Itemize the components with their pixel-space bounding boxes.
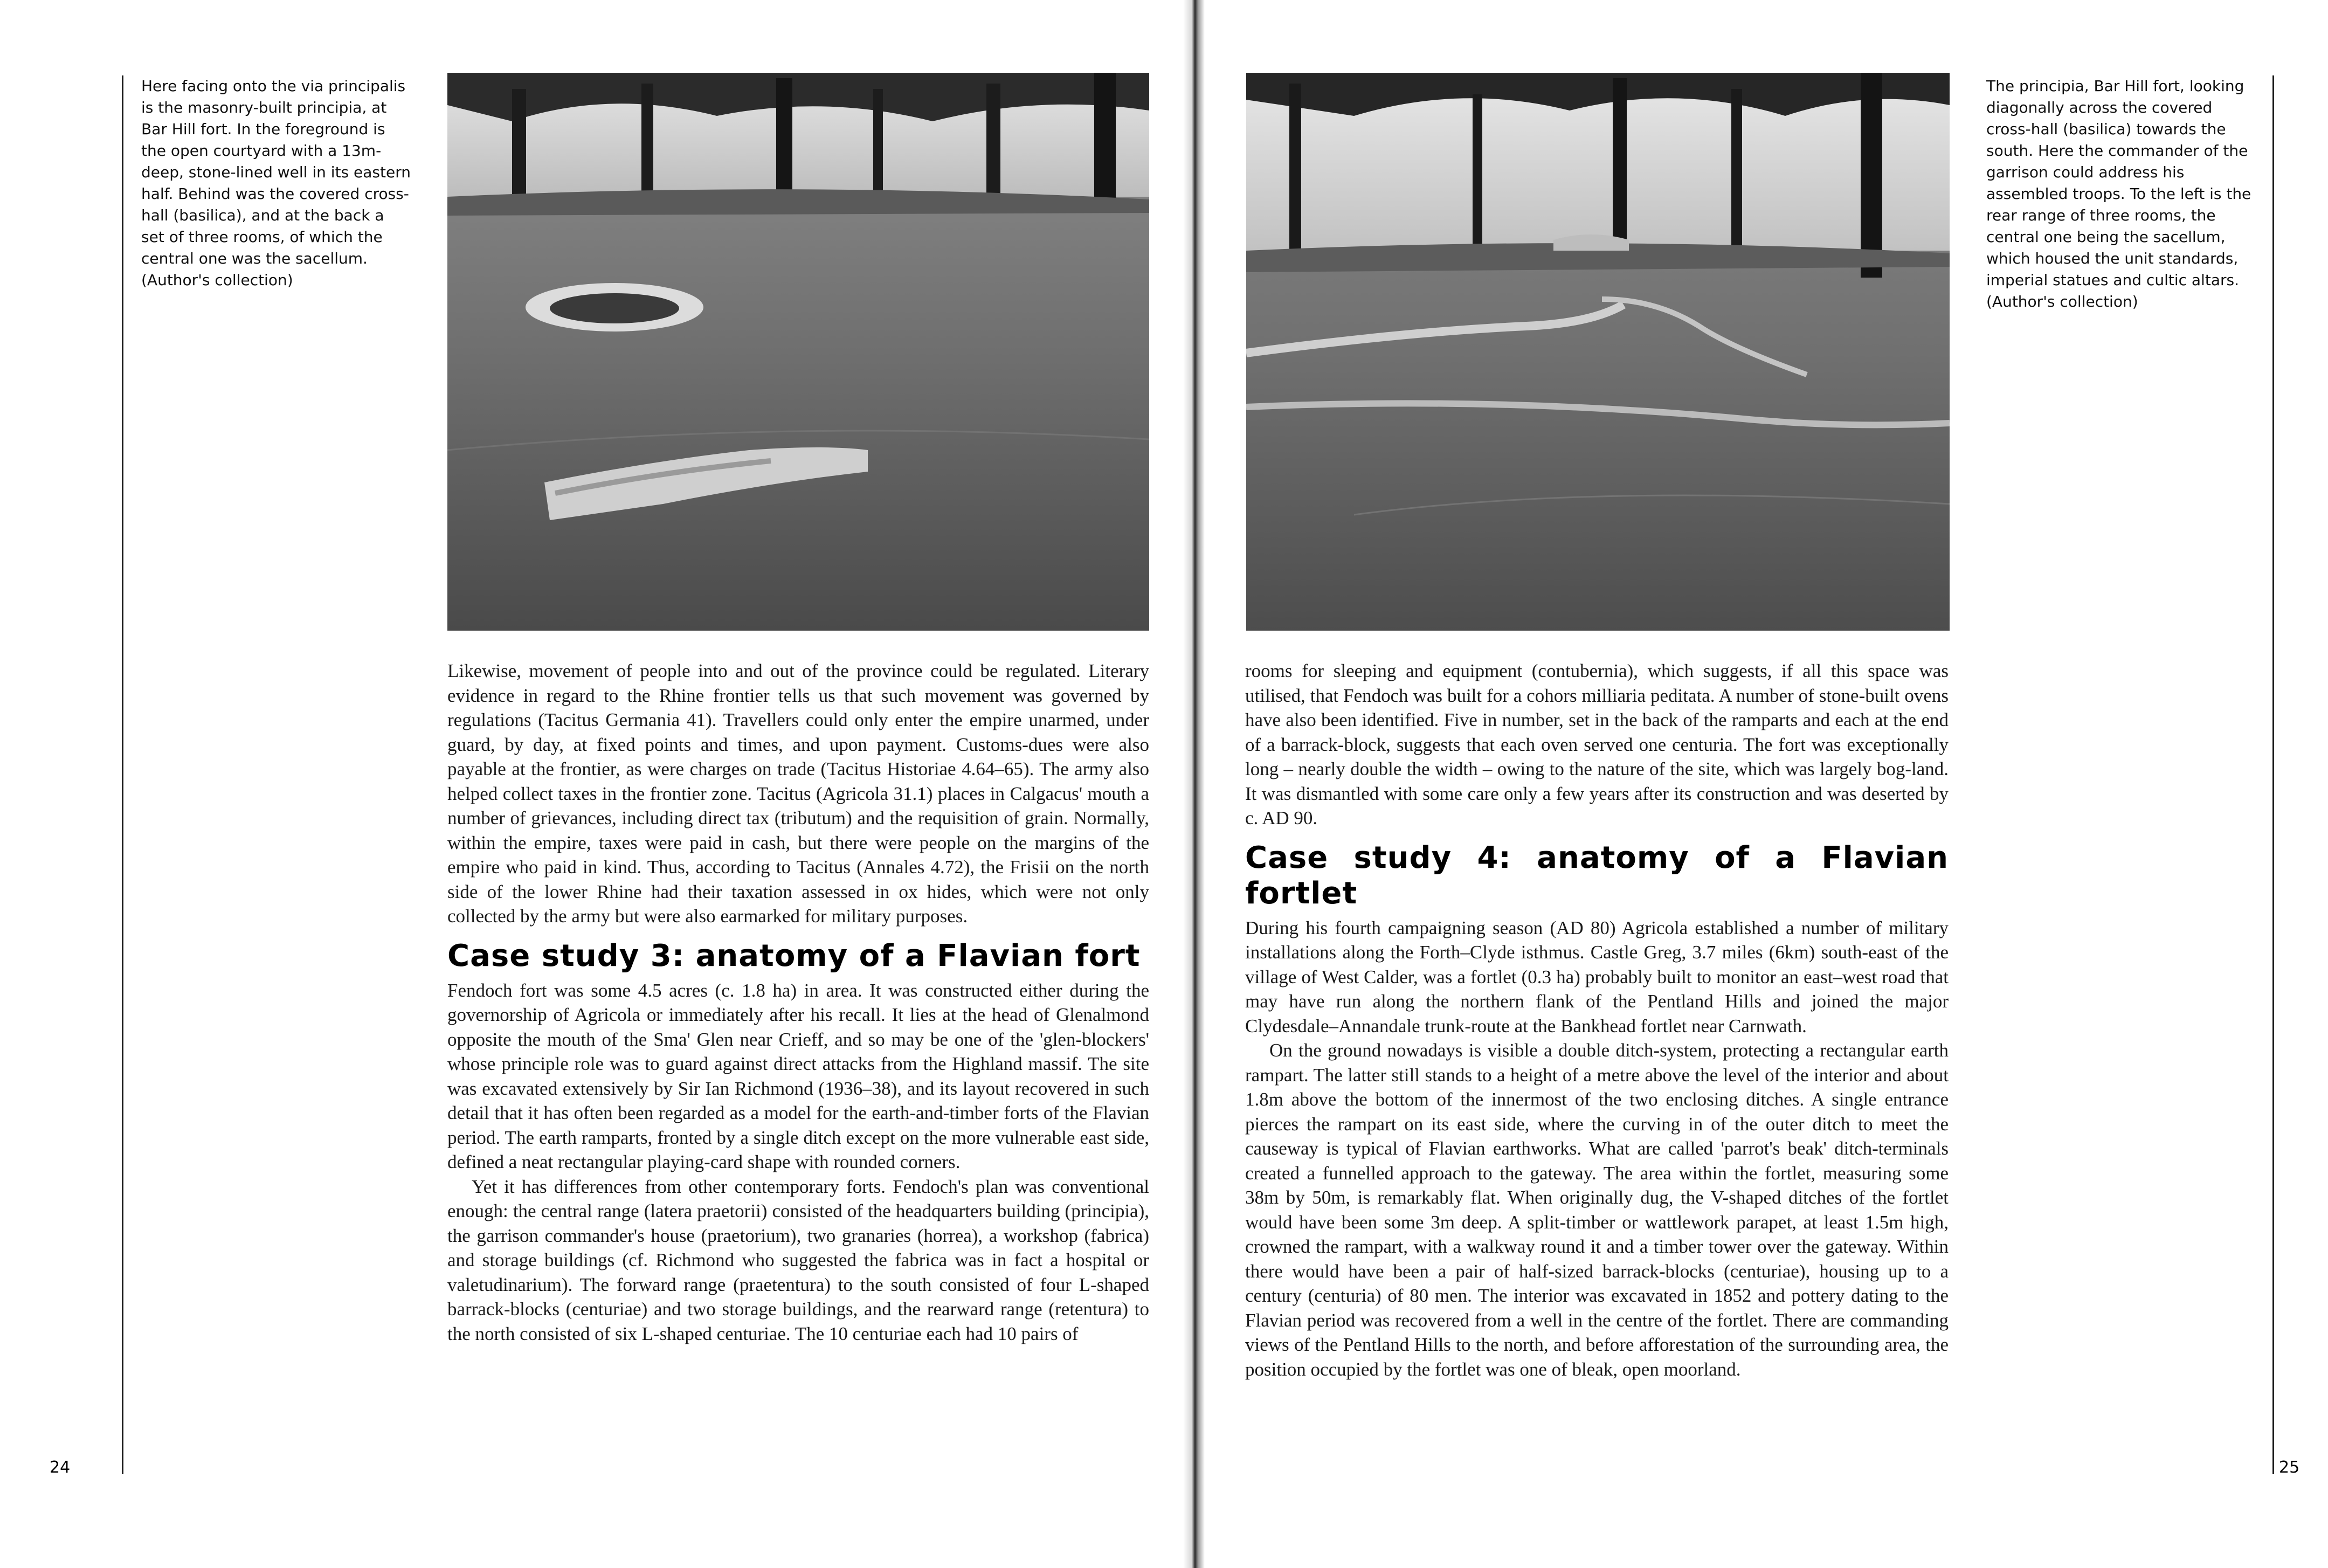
left-paragraph-2: Fendoch fort was some 4.5 acres (c. 1.8 ha) in area. It was constructed either during the governorship of Agricola or immediately after his recall. It lies at the head of Glenalmond opposite the mouth of the Sma' Glen near Crieff, and so may be one of the 'glen-blockers' whose principle role was to guard against direct attacks from the Highland massif. The site was excavated extensively by Sir Ian Richmond (1936–38), and its layout recovered in such detail that it has often been regarded as a model for the earth-and-timber forts of the Flavian period. The earth ramparts, fronted by a single ditch except on the more vulnerable east side, defined a neat rectangular playing-card shape with rounded corners. [447, 979, 1149, 1172]
book-gutter [1183, 0, 1205, 1568]
right-margin-rule [2272, 75, 2274, 1474]
left-paragraph-1: Likewise, movement of people into and out of the province could be regulated. Literary evidence in regard to the Rhine frontier tells us that such movement was governed by regulations (Tacitus Germania 41). Travellers could only enter the empire unarmed, under guard, by day, at fixed points and times, and upon payment. Customs-dues were also payable at the frontier, as were charges on trade (Tacitus Historiae 4.64–65). The army also helped collect taxes in the frontier zone. Tacitus (Agricola 31.1) places in Calgacus' mouth a number of grievances, including direct tax (tributum) and the requisition of grain. Normally, within the empire, taxes were paid in cash, but there were people on the margins of the empire who paid in kind. Thus, according to Tacitus (Annales 4.72), the Frisii on the north side of the lower Rhine had their taxation assessed in ox hides, which were not only collected by the army but were also earmarked for military purposes. [447, 660, 1149, 927]
left-photo-image [447, 73, 1149, 631]
left-paragraph-3: Yet it has differences from other contemporary forts. Fendoch's plan was conventional enough: the central range (latera praetorii) consisted of the headquarters building (principia), the garrison commander's house (praetorium), two granaries (horrea), a workshop (fabrica) and storage buildings (cf. Richmond who suggested the fabrica was in fact a hospital or valetudinarium). The forward range (praetentura) to the south consisted of four L-shaped barrack-blocks (centuriae) and two storage buildings, and the rearward range (retentura) to the north consisted of six L-shaped centuriae. The 10 centuriae each had 10 pairs of [447, 1176, 1149, 1344]
right-text-column [1245, 659, 1949, 1382]
left-margin-rule [122, 75, 123, 1474]
case-study-4-heading: Case study 4: anatomy of a Flavian fortlet [1245, 840, 1949, 911]
left-photo [447, 73, 1149, 631]
case-study-3-heading: Case study 3: anatomy of a Flavian fort [447, 938, 1141, 973]
right-photo-image [1246, 73, 1950, 631]
left-photo-caption [141, 75, 411, 291]
right-paragraph-1: rooms for sleeping and equipment (contubernia), which suggests, if all this space was utilised, that Fendoch was built for a cohors milliaria peditata. A number of stone-built ovens have also been identified. Five in number, set in the back of the ramparts and each at the end of a barrack-block, suggests that each oven served one centuria. The fort was exceptionally long – nearly double the width – owing to the nature of the site, which was largely bog-land. It was dismantled with some care only a few years after its construction and was deserted by c. AD 90. [1245, 660, 1949, 828]
right-paragraph-3: On the ground nowadays is visible a double ditch-system, protecting a rectangular earth rampart. The latter still stands to a height of a metre above the level of the interior and about 1.8m above the bottom of the innermost of the two enclosing ditches. A single entrance pierces the rampart on its east side, where the curving in of the outer ditch to meet the causeway is typical of Flavian earthworks. What are called 'parrot's beak' ditch-terminals created a funnelled approach to the gateway. The area within the fortlet, measuring some 38m by 50m, is remarkably flat. When originally dug, the V-shaped ditches of the fortlet would have been some 3m deep. A split-timber or wattlework parapet, at least 1.5m high, crowned the rampart, with a walkway round it and a timber tower over the gateway. Within there would have been a pair of half-sized barrack-blocks (centuriae), housing up to a century (centuria) of 80 men. The interior was excavated in 1852 and pottery dating to the Flavian period was recovered from a well in the centre of the fortlet. There are commanding views of the Pentland Hills to the north, and before afforestation of the surrounding area, the position occupied by the fortlet was one of bleak, open moorland. [1245, 1040, 1949, 1380]
page-number-right: 25 [2279, 1458, 2300, 1477]
right-paragraph-2: During his fourth campaigning season (AD 80) Agricola established a number of military installations along the Forth–Clyde isthmus. Castle Greg, 3.7 miles (6km) south-east of the village of West Calder, was a fortlet (0.3 ha) probably built to monitor an east–west road that may have run along the northern flank of the Pentland Hills and joined the major Clydesdale–Annandale trunk-route at the Bankhead fortlet near Carnwath. [1245, 917, 1949, 1037]
right-photo [1246, 73, 1950, 631]
page-number-left: 24 [50, 1458, 71, 1477]
right-photo-caption [1986, 75, 2261, 313]
left-text-column [447, 659, 1149, 1346]
right-caption-text: The principia, Bar Hill fort, looking diagonally across the covered cross-hall (basilica) towards the south. Here the commander of the garrison could address his assembled troops. To the left is the rear range of three rooms, the central one being the sacellum, which housed the unit standards, imperial statues and cultic altars. (Author's collection) [1986, 77, 2251, 310]
left-caption-text: Here facing onto the via principalis is the masonry-built principia, at Bar Hill fort. In the foreground is the open courtyard with a 13m-deep, stone-lined well in its eastern half. Behind was the covered cross-hall (basilica), and at the back a set of three rooms, of which the central one was the sacellum. (Author's collection) [141, 77, 411, 289]
